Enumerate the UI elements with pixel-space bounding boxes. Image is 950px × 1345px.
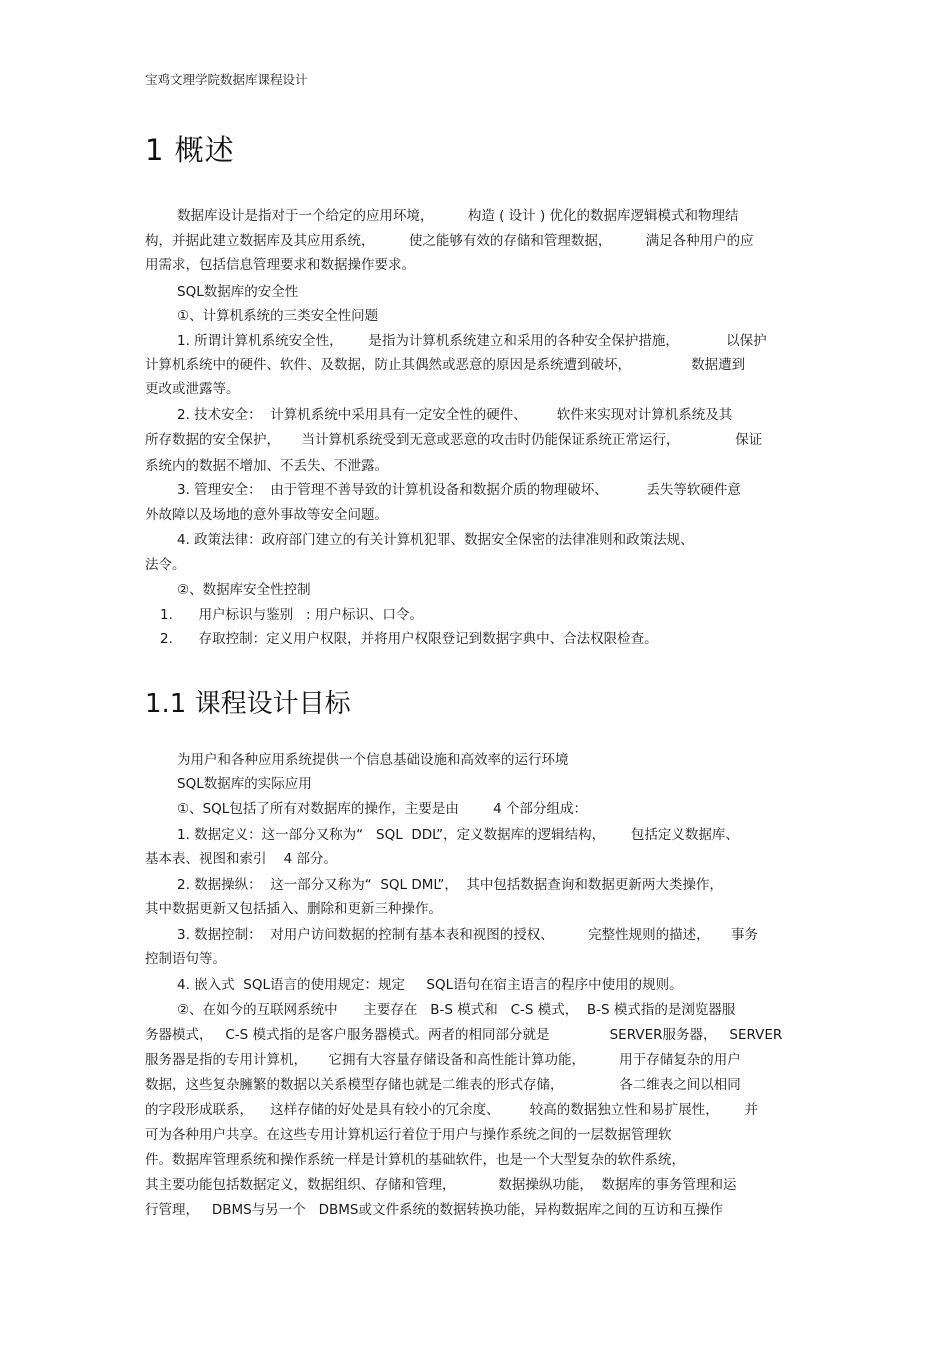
paragraph-line: 构，并据此建立数据库及其应用系统， 使之能够有效的存储和管理数据， 满足各种用户的应: [145, 233, 754, 249]
paragraph-line: 1. 数据定义：这一部分又称为“ SQL DDL”，定义数据库的逻辑结构， 包括定义数据库、: [177, 827, 739, 843]
paragraph-line: 所存数据的安全保护， 当计算机系统受到无意或恶意的攻击时仍能保证系统正常运行， 保证: [145, 432, 763, 448]
paragraph-line: SQL数据库的安全性: [177, 284, 299, 300]
paragraph-line: 外故障以及场地的意外事故等安全问题。: [145, 507, 388, 523]
paragraph-line: 2. 技术安全： 计算机系统中采用具有一定安全性的硬件、 软件来实现对计算机系统及其: [177, 407, 733, 423]
paragraph-line: 1. 所谓计算机系统安全性， 是指为计算机系统建立和采用的各种安全保护措施， 以保护: [177, 333, 767, 349]
paragraph-line: 服务器是指的专用计算机， 它拥有大容量存储设备和高性能计算功能， 用于存储复杂的用户: [145, 1052, 741, 1068]
paragraph-line: 数据，这些复杂臃繁的数据以关系模型存储也就是二维表的形式存储， 各二维表之间以相同: [145, 1077, 741, 1093]
section-heading-overview: 1 概述: [145, 133, 235, 167]
paragraph-line: 2. 数据操纵： 这一部分又称为“ SQL DML”， 其中包括数据查询和数据更新两大类操作，: [177, 877, 723, 893]
paragraph-line: 系统内的数据不增加、不丢失、不泄露。: [145, 458, 388, 474]
paragraph-line: 3. 数据控制： 对用户访问数据的控制有基本表和视图的授权、 完整性规则的描述， 事务: [177, 927, 759, 943]
list-item: 1. 用户标识与鉴别 : 用户标识、口令。: [160, 607, 423, 623]
paragraph-line: 控制语句等。: [145, 951, 226, 967]
paragraph-line: 务器模式， C-S 模式指的是客户服务器模式。两者的相同部分就是 SERVER服务器， SERVER: [145, 1027, 783, 1043]
paragraph-line: 4. 政策法律：政府部门建立的有关计算机犯罪、数据安全保密的法律准则和政策法规、: [177, 532, 694, 548]
paragraph-line: 为用户和各种应用系统提供一个信息基础设施和高效率的运行环境: [177, 752, 569, 768]
paragraph-line: 的字段形成联系， 这样存储的好处是具有较小的冗余度、 较高的数据独立性和易扩展性， 并: [145, 1102, 758, 1118]
paragraph-line: 其主要功能包括数据定义，数据组织、存储和管理， 数据操纵功能， 数据库的事务管理和运: [145, 1177, 737, 1193]
paragraph-line: 计算机系统中的硬件、软件、及数据，防止其偶然或恶意的原因是系统遭到破坏， 数据遭到: [145, 357, 746, 373]
paragraph-line: ②、在如今的互联网系统中 主要存在 B-S 模式和 C-S 模式， B-S 模式指的是浏览器服: [177, 1002, 736, 1018]
list-item: 2. 存取控制：定义用户权限，并将用户权限登记到数据字典中、合法权限检查。: [160, 631, 658, 647]
paragraph-line: 其中数据更新又包括插入、删除和更新三种操作。: [145, 901, 442, 917]
paragraph-line: 件。数据库管理系统和操作系统一样是计算机的基础软件，也是一个大型复杂的软件系统，: [145, 1152, 685, 1168]
paragraph-line: ②、数据库安全性控制: [177, 582, 311, 598]
paragraph-line: 行管理， DBMS与另一个 DBMS或文件系统的数据转换功能，异构数据库之间的互访和互操作: [145, 1202, 723, 1218]
paragraph-line: 基本表、视图和索引 4 部分。: [145, 851, 338, 867]
paragraph-line: 数据库设计是指对于一个给定的应用环境， 构造 ( 设计 ) 优化的数据库逻辑模式和物理结: [177, 208, 739, 224]
paragraph-line: 更改或泄露等。: [145, 381, 240, 397]
running-header: 宝鸡文理学院数据库课程设计: [145, 72, 308, 87]
paragraph-line: 法令。: [145, 557, 186, 573]
paragraph-line: SQL数据库的实际应用: [177, 776, 312, 792]
paragraph-line: ①、计算机系统的三类安全性问题: [177, 308, 379, 324]
paragraph-line: 用需求，包括信息管理要求和数据操作要求。: [145, 257, 415, 273]
paragraph-line: 4. 嵌入式 SQL语言的使用规定：规定 SQL语句在宿主语言的程序中使用的规则。: [177, 977, 683, 993]
section-heading-course-goal: 1.1 课程设计目标: [145, 689, 351, 719]
paragraph-line: 可为各种用户共享。在这些专用计算机运行着位于用户与操作系统之间的一层数据管理软: [145, 1127, 672, 1143]
paragraph-line: 3. 管理安全： 由于管理不善导致的计算机设备和数据介质的物理破坏、 丢失等软硬件意: [177, 482, 741, 498]
paragraph-line: ①、SQL包括了所有对数据库的操作，主要是由 4 个部分组成：: [177, 801, 588, 817]
